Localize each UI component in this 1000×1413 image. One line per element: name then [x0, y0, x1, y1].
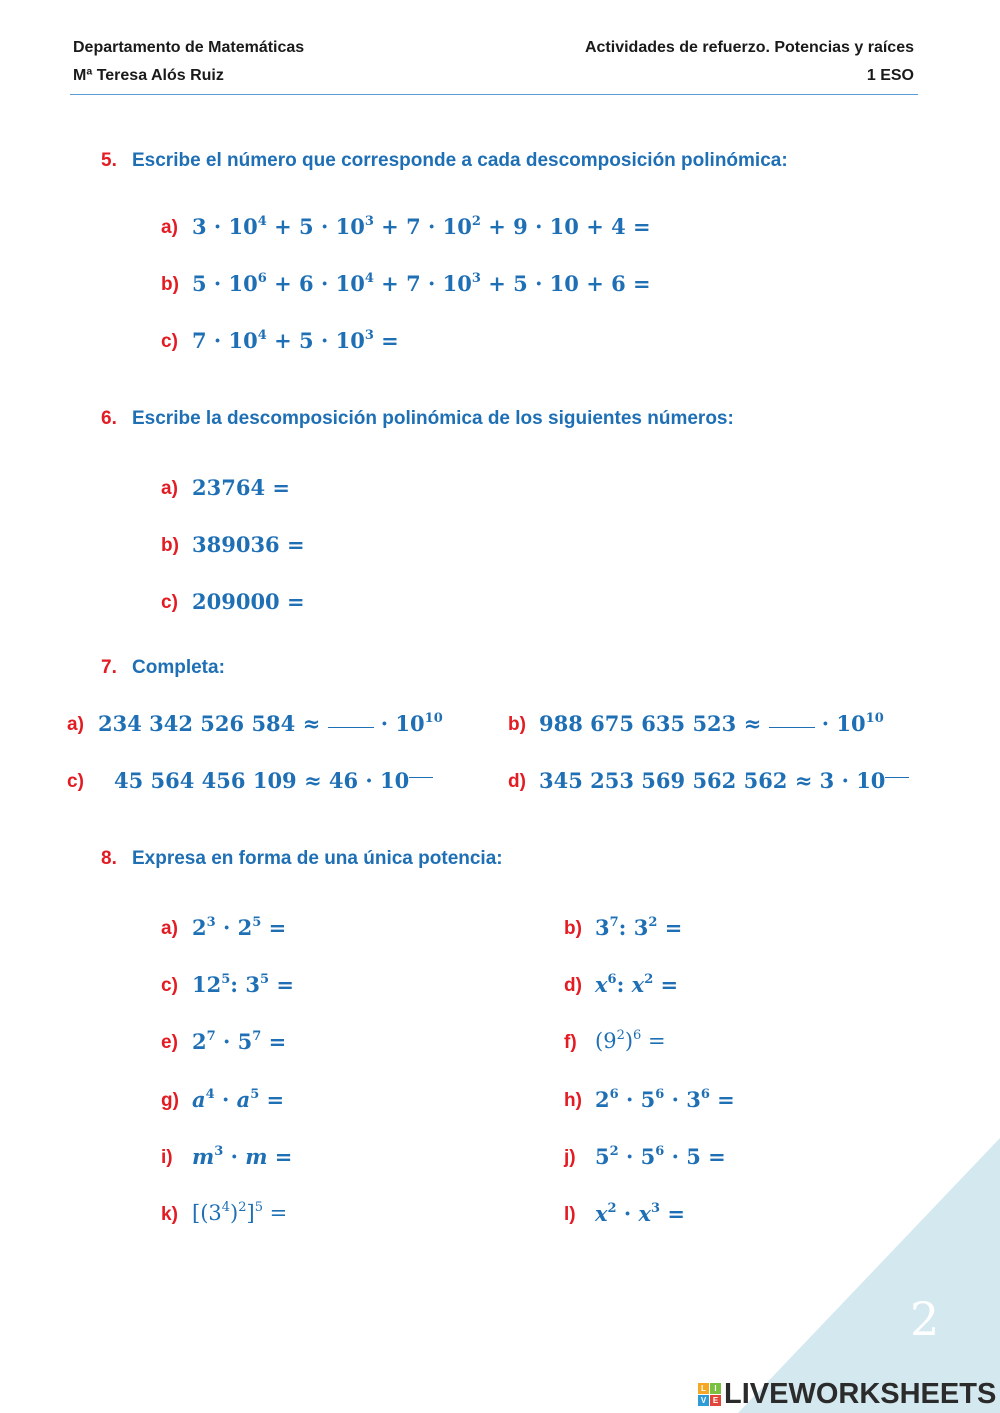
q6-value-a: 23764 — [192, 475, 266, 500]
logo-letter: L — [698, 1383, 709, 1394]
q8-label-b: b) — [564, 918, 582, 939]
q7-number: 7. — [101, 657, 117, 678]
q5-label-a: a) — [161, 217, 178, 238]
q8-expression-d: $x^6$: $x^2$ = — [595, 972, 679, 997]
header-divider — [70, 94, 918, 95]
q8-expression-c: $12^5$: $3^5$ = — [192, 972, 294, 997]
q6-expression-a: 23764 = — [192, 475, 290, 500]
q5-label-b: b) — [161, 274, 179, 295]
liveworksheets-logo[interactable] — [698, 1376, 996, 1412]
q8-expression-h: $2^6 \cdot 5^6 \cdot 3^6$ = — [595, 1087, 735, 1112]
q6-number: 6. — [101, 408, 117, 429]
q8-label-i: i) — [161, 1147, 173, 1168]
q7-expression-b: 988 675 635 523 ≈ · $10^{10}$ — [539, 711, 884, 736]
header-level: 1 ESO — [866, 67, 914, 84]
q5-expression-b: $5 \cdot 10^6 + 6 \cdot 10^4 + 7 \cdot 10^3 + 5 \cdot 10 + 6$ = — [192, 271, 651, 296]
q7-expression-d: 345 253 569 562 562 ≈ 3 · 10 — [539, 768, 909, 793]
q8-label-c: c) — [161, 975, 178, 996]
q8-label-g: g) — [161, 1090, 179, 1111]
q6-text: Escribe la descomposición polinómica de los siguientes números: — [132, 408, 734, 429]
q6-label-c: c) — [161, 592, 178, 613]
q6-expression-c: 209000 = — [192, 589, 305, 614]
logo-letter: V — [698, 1395, 709, 1406]
q8-label-j: j) — [564, 1147, 576, 1168]
q6-value-b: 389036 — [192, 532, 280, 557]
q8-text: Expresa en forma de una única potencia: — [132, 848, 503, 869]
q7-blank-b[interactable] — [769, 726, 815, 728]
q8-expression-k: $[(3^4)^2]^5$ = — [192, 1200, 288, 1225]
logo-letter: E — [710, 1395, 721, 1406]
q7-blank-a[interactable] — [328, 726, 374, 728]
q7-exponent-blank-c[interactable] — [409, 777, 433, 778]
q8-label-a: a) — [161, 918, 178, 939]
q6-value-c: 209000 — [192, 589, 280, 614]
q8-expression-i: $m^3 \cdot m$ = — [192, 1144, 293, 1169]
q7-expression-c: 45 564 456 109 ≈ 46 · 10 — [114, 768, 433, 793]
q8-expression-b: $3^7$: $3^2$ = — [595, 915, 683, 940]
q7-label-d: d) — [508, 771, 526, 792]
q7-value-a: 234 342 526 584 — [98, 711, 296, 736]
q6-label-b: b) — [161, 535, 179, 556]
page-number: 2 — [910, 1292, 940, 1346]
q7-approx-c: 46 — [328, 768, 359, 793]
q8-label-l: l) — [564, 1204, 576, 1225]
q5-expression-c: $7 \cdot 10^4 + 5 \cdot 10^3$ = — [192, 328, 399, 353]
q7-value-d: 345 253 569 562 562 — [539, 768, 788, 793]
q5-text: Escribe el número que corresponde a cada descomposición polinómica: — [132, 150, 788, 171]
q7-exponent-blank-d[interactable] — [885, 777, 909, 778]
liveworksheets-icon — [698, 1383, 721, 1406]
q7-label-a: a) — [67, 714, 84, 735]
q7-value-c: 45 564 456 109 — [114, 768, 297, 793]
q8-label-f: f) — [564, 1032, 577, 1053]
q8-expression-g: $a^4 \cdot a^5$ = — [192, 1087, 285, 1112]
q6-label-a: a) — [161, 478, 178, 499]
q7-expression-a: 234 342 526 584 ≈ · $10^{10}$ — [98, 711, 443, 736]
q8-label-h: h) — [564, 1090, 582, 1111]
q8-label-d: d) — [564, 975, 582, 996]
header-department: Departamento de Matemáticas — [73, 39, 305, 56]
header-author: Mª Teresa Alós Ruiz — [73, 67, 224, 84]
q8-expression-f: $(9^2)^6$ = — [595, 1028, 666, 1053]
q8-expression-a: $2^3 \cdot 2^5$ = — [192, 915, 287, 940]
logo-letter: I — [710, 1383, 721, 1394]
q5-label-c: c) — [161, 331, 178, 352]
q7-value-b: 988 675 635 523 — [539, 711, 737, 736]
liveworksheets-name: LIVEWORKSHEETS — [724, 1377, 997, 1410]
q8-expression-j: $5^2 \cdot 5^6 \cdot 5$ = — [595, 1144, 726, 1169]
q7-label-b: b) — [508, 714, 526, 735]
header-title: Actividades de refuerzo. Potencias y raíces — [584, 39, 914, 56]
q7-text: Completa: — [132, 657, 225, 678]
q5-expression-a: $3 \cdot 10^4 + 5 \cdot 10^3 + 7 \cdot 10^2 + 9 \cdot 10 + 4$ = — [192, 214, 651, 239]
q8-label-e: e) — [161, 1032, 178, 1053]
q8-expression-e: $2^7 \cdot 5^7$ = — [192, 1029, 287, 1054]
q8-number: 8. — [101, 848, 117, 869]
q8-expression-l: $x^2 \cdot x^3$ = — [595, 1201, 686, 1226]
q6-expression-b: 389036 = — [192, 532, 305, 557]
q7-approx-d: 3 — [819, 768, 835, 793]
q7-label-c: c) — [67, 771, 84, 792]
q5-number: 5. — [101, 150, 117, 171]
q8-label-k: k) — [161, 1204, 178, 1225]
